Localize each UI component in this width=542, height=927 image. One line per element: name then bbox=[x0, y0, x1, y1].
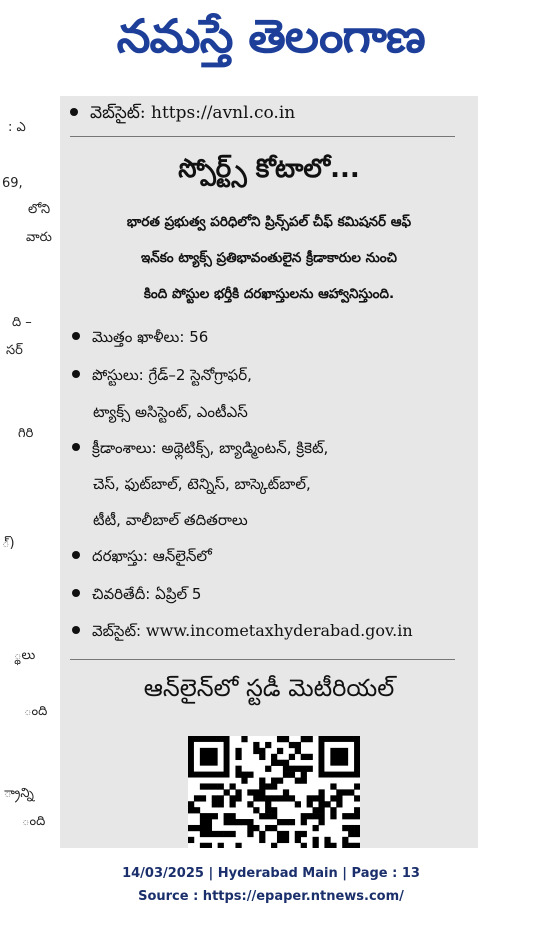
bullet-icon bbox=[70, 108, 78, 116]
bullet-icon bbox=[72, 443, 80, 451]
section-heading: స్పోర్ట్స్ కోటాలో... bbox=[178, 154, 360, 184]
item-value: గ్రేడ్–2 స్టెనోగ్రాఫర్, bbox=[148, 366, 252, 384]
list-item bbox=[72, 362, 472, 388]
masthead bbox=[0, 0, 542, 78]
footer-dateline: 14/03/2025 | Hyderabad Main | Page : 13 bbox=[122, 866, 420, 881]
fragment: సర్ bbox=[6, 343, 23, 358]
fragment: ్థలు bbox=[14, 648, 36, 663]
list-item bbox=[72, 543, 472, 569]
item-value: ఏప్రిల్ 5 bbox=[155, 585, 202, 603]
fragment: ంది bbox=[24, 704, 48, 719]
item-continuation: ట్యాక్స్ అసిస్టెంట్, ఎంటీఎస్ bbox=[93, 403, 248, 421]
list-item bbox=[72, 324, 472, 350]
footer-source[interactable]: Source : https://epaper.ntnews.com/ bbox=[138, 889, 404, 904]
item-value: అథ్లెటిక్స్, బ్యాడ్మింటన్, క్రికెట్, bbox=[161, 439, 329, 457]
item-label: మొత్తం ఖాళీలు: bbox=[92, 328, 185, 346]
article-panel bbox=[60, 96, 478, 848]
item-continuation: టీటీ, వాలీబాల్ తదితరాలు bbox=[93, 511, 248, 529]
left-column-fragments bbox=[0, 110, 60, 850]
bullet-icon bbox=[72, 332, 80, 340]
fragment: ంది bbox=[22, 814, 46, 829]
fragment: 69, bbox=[2, 176, 23, 191]
fragment: : ఎ bbox=[8, 120, 26, 135]
qr-code-icon bbox=[188, 736, 360, 848]
item-label: వెబ్‌సైట్: bbox=[90, 103, 146, 123]
intro-line: భారత ప్రభుత్వ పరిధిలోని ప్రిన్స్‌పల్ చీఫ్ కమిషనర్ ఆఫ్ bbox=[126, 214, 412, 230]
masthead-title: నమస్తే తెలంగాణ bbox=[116, 9, 426, 63]
top-website-item bbox=[70, 102, 295, 124]
qr-code[interactable] bbox=[188, 736, 360, 848]
item-label: చివరితేదీ: bbox=[92, 585, 151, 603]
item-continuation: చెస్, ఫుట్‌బాల్, టెన్నిస్, బాస్కెట్‌బాల్, bbox=[93, 475, 311, 493]
intro-line: కింది పోస్టుల భర్తీకి దరఖాస్తులను ఆహ్వానిస్తుంది. bbox=[143, 286, 395, 302]
fragment: ది – bbox=[12, 315, 32, 330]
item-label: పోస్టులు: bbox=[92, 366, 144, 384]
section-heading: ఆన్‌లైన్‌లో స్టడీ మెటీరియల్ bbox=[143, 674, 395, 702]
fragment: ్) bbox=[2, 536, 15, 551]
bullet-icon bbox=[72, 551, 80, 559]
item-value: ఆన్‌లైన్‌లో bbox=[152, 547, 212, 565]
divider bbox=[70, 136, 455, 137]
list-item bbox=[72, 618, 472, 644]
bullet-icon bbox=[72, 370, 80, 378]
item-label: వెబ్‌సైట్: bbox=[92, 622, 142, 640]
divider bbox=[70, 659, 455, 660]
item-label: క్రీడాంశాలు: bbox=[92, 439, 157, 457]
intro-line: ఇన్‌కం ట్యాక్స్ ప్రతిభావంతులైన క్రీడాకారుల నుంచి bbox=[140, 250, 397, 266]
list-item bbox=[72, 581, 472, 607]
website-link[interactable]: https://avnl.co.in bbox=[151, 103, 296, 123]
bullet-icon bbox=[72, 589, 80, 597]
fragment: గిరి bbox=[18, 426, 34, 441]
list-item bbox=[72, 435, 472, 461]
website-link[interactable]: www.incometaxhyderabad.gov.in bbox=[145, 621, 413, 640]
item-value: 56 bbox=[189, 328, 209, 346]
bullet-icon bbox=[72, 626, 80, 634]
item-label: దరఖాస్తు: bbox=[92, 547, 148, 565]
fragment: వారు bbox=[26, 230, 52, 245]
fragment: ్రాన్ని bbox=[4, 786, 34, 801]
fragment: లోని bbox=[28, 202, 51, 217]
